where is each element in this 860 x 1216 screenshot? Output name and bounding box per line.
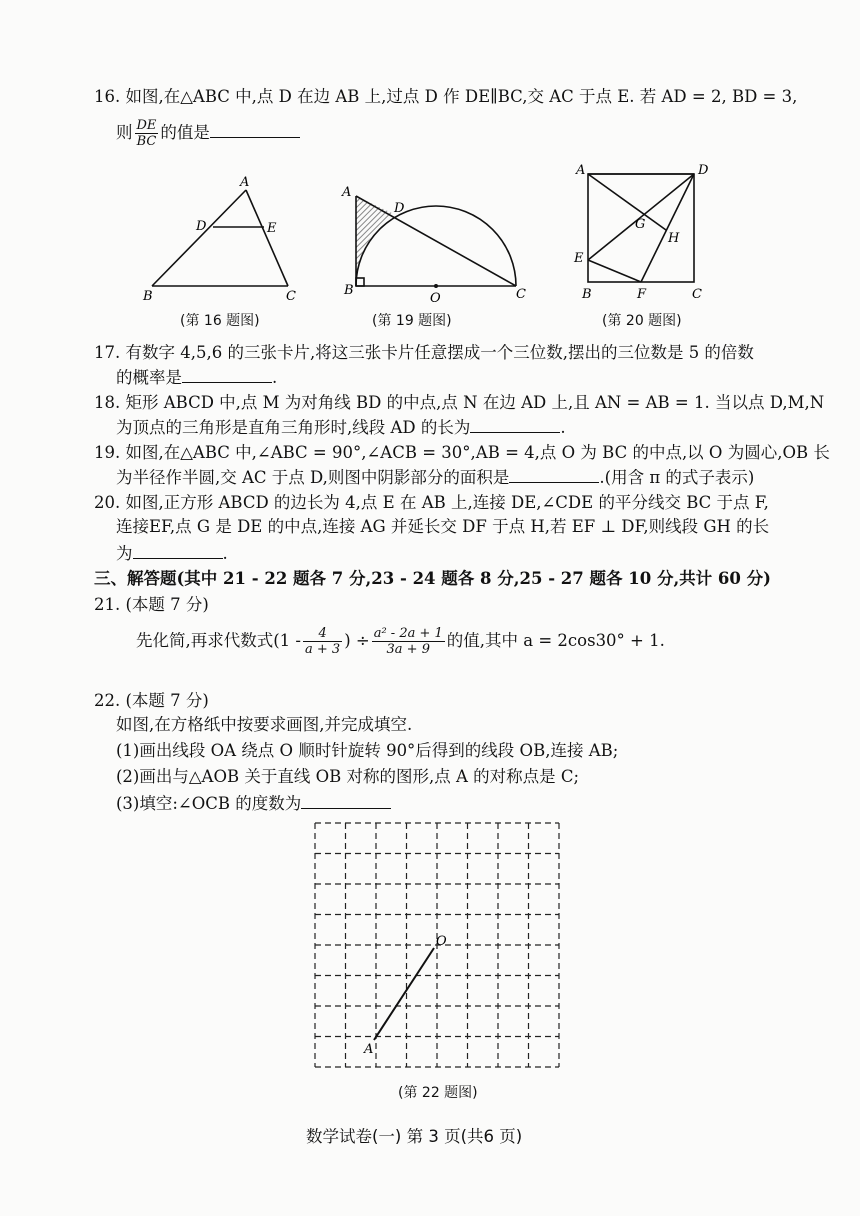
q18-line1: 18. 矩形 ABCD 中,点 M 为对角线 BD 的中点,点 N 在边 AD 上,且 AN = AB = 1. 当以点 D,M,N: [94, 393, 825, 412]
fig20-label-h: H: [668, 231, 680, 246]
q19-line2-end: .(用含 π 的式子表示): [599, 468, 755, 487]
q16-fraction: [135, 118, 159, 149]
q21-fraction-1: [303, 626, 342, 657]
q19-line2: [116, 466, 754, 489]
page-footer: 数学试卷(一) 第 3 页(共6 页): [306, 1127, 523, 1146]
q19-line2-text: 为半径作半圆,交 AC 于点 D,则图中阴影部分的面积是: [116, 468, 510, 487]
q20-line1: 20. 如图,正方形 ABCD 的边长为 4,点 E 在 AB 上,连接 DE,∠CDE 的平分线交 BC 于点 F,: [94, 493, 769, 512]
q18-line2-end: .: [560, 418, 566, 437]
q21-frac2-den: 3a + 9: [386, 642, 430, 657]
q16-prefix: 则: [116, 123, 133, 142]
figure-20: [568, 158, 718, 306]
q21-frac2-num: a² - 2a + 1: [373, 626, 443, 641]
fig22-caption: (第 22 题图): [398, 1085, 478, 1101]
q16-answer-blank[interactable]: [210, 121, 300, 138]
fig16-caption: (第 16 题图): [180, 313, 260, 329]
q16-line2: [116, 118, 300, 149]
q20-line3: [116, 542, 228, 565]
q17-line2: [116, 366, 277, 389]
q21-text-c: 的值,其中 a = 2cos30° + 1.: [446, 631, 665, 650]
q22-header: 22. (本题 7 分): [94, 691, 209, 710]
q22-item2: (2)画出与△AOB 关于直线 OB 对称的图形,点 A 的对称点是 C;: [116, 767, 580, 786]
fig20-caption: (第 20 题图): [602, 313, 682, 329]
q18-answer-blank[interactable]: [470, 416, 560, 433]
q21-frac1-den: a + 3: [305, 642, 341, 657]
q21-text-b: ) ÷: [344, 631, 370, 650]
q21-expression: [136, 626, 665, 657]
fig16-label-d: D: [196, 219, 207, 234]
fig19-label-o: O: [430, 291, 441, 305]
q17-line2-end: .: [272, 368, 278, 387]
q22-intro: 如图,在方格纸中按要求画图,并完成填空.: [116, 715, 413, 734]
q20-line3-text: 为: [116, 544, 133, 563]
q22-item3: [116, 792, 391, 815]
fig19-caption: (第 19 题图): [372, 313, 452, 329]
fig20-label-d: D: [698, 163, 709, 178]
fig16-label-c: C: [286, 289, 296, 304]
q17-line2-text: 的概率是: [116, 368, 182, 387]
q20-answer-blank[interactable]: [133, 542, 223, 559]
q16-frac-num: DE: [136, 118, 157, 133]
q21-fraction-2: [372, 626, 445, 657]
fig16-label-e: E: [267, 221, 277, 236]
fig22-label-a: A: [364, 1042, 374, 1057]
fig20-label-a: A: [576, 163, 586, 178]
fig16-label-b: B: [143, 289, 153, 304]
q16-suffix: 的值是: [160, 123, 210, 142]
q18-line2-text: 为顶点的三角形是直角三角形时,线段 AD 的长为: [116, 418, 471, 437]
q19-answer-blank[interactable]: [509, 466, 599, 483]
q20-line2: 连接EF,点 G 是 DE 的中点,连接 AG 并延长交 DF 于点 H,若 EF ⊥ DF,则线段 GH 的长: [116, 517, 770, 536]
fig20-label-b: B: [582, 287, 592, 302]
fig19-label-a: A: [342, 185, 352, 200]
figure-19: [338, 180, 528, 305]
figure-22-grid: [300, 815, 570, 1075]
fig19-label-c: C: [516, 287, 526, 302]
q16-line1: 16. 如图,在△ABC 中,点 D 在边 AB 上,过点 D 作 DE∥BC,交 AC 于点 E. 若 AD = 2, BD = 3,: [94, 87, 798, 106]
fig19-label-b: B: [344, 283, 354, 298]
fig20-label-f: F: [637, 287, 647, 302]
q16-frac-den: BC: [136, 134, 157, 149]
q21-text-a: 先化简,再求代数式(1 -: [136, 631, 301, 650]
q19-line1: 19. 如图,在△ABC 中,∠ABC = 90°,∠ACB = 30°,AB = 4,点 O 为 BC 的中点,以 O 为圆心,OB 长: [94, 443, 830, 462]
section3-title: 三、解答题(其中 21 - 22 题各 7 分,23 - 24 题各 8 分,25 - 27 题各 10 分,共计 60 分): [94, 569, 771, 588]
fig20-label-c: C: [692, 287, 702, 302]
q21-header: 21. (本题 7 分): [94, 595, 209, 614]
q17-line1: 17. 有数字 4,5,6 的三张卡片,将这三张卡片任意摆成一个三位数,摆出的三位数是 5 的倍数: [94, 343, 754, 362]
fig16-label-a: A: [240, 175, 250, 190]
q22-item3-text: (3)填空:∠OCB 的度数为: [116, 794, 302, 813]
q20-line3-end: .: [222, 544, 228, 563]
fig19-label-d: D: [394, 201, 405, 216]
q21-frac1-num: 4: [303, 626, 342, 642]
fig20-label-e: E: [574, 251, 584, 266]
fig22-label-o: O: [436, 934, 447, 949]
q18-line2: [116, 416, 566, 439]
q22-item1: (1)画出线段 OA 绕点 O 顺时针旋转 90°后得到的线段 OB,连接 AB;: [116, 741, 619, 760]
fig20-label-g: G: [635, 217, 646, 232]
q17-answer-blank[interactable]: [182, 366, 272, 383]
figure-16: [140, 170, 310, 305]
q22-answer-blank[interactable]: [301, 792, 391, 809]
